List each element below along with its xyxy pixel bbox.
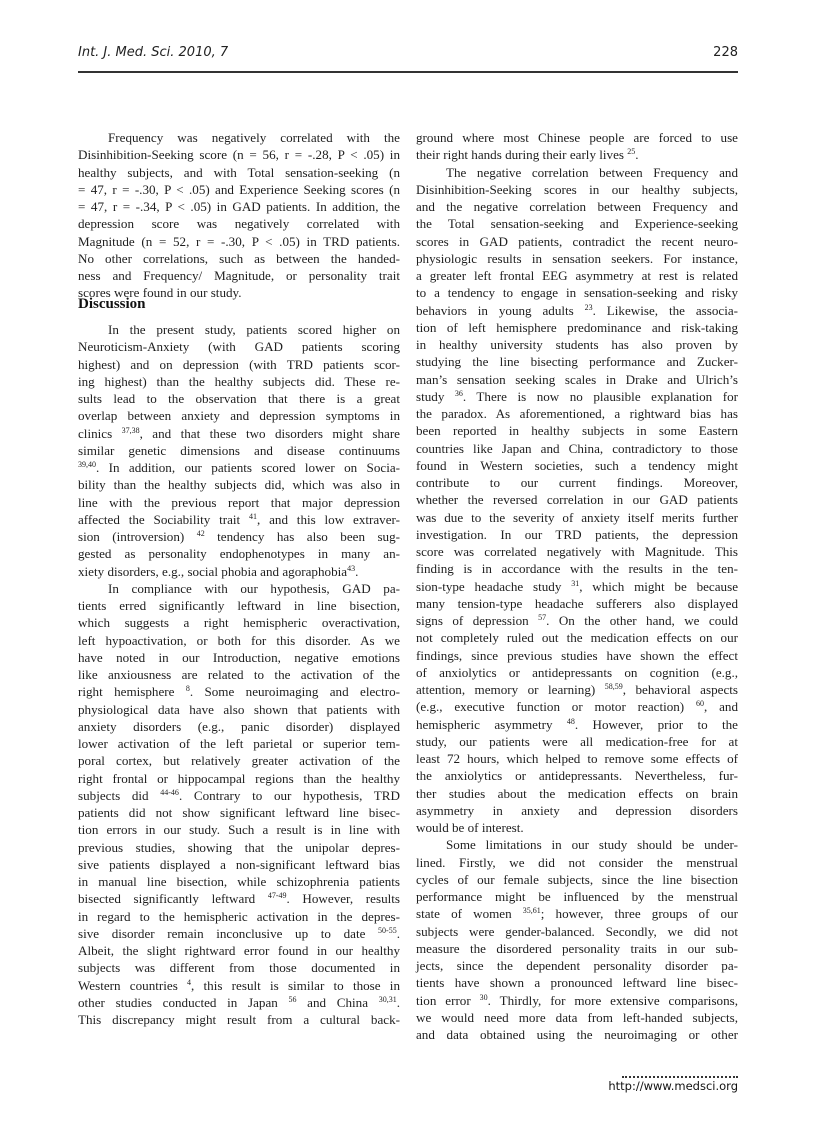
text-run: have noted in our Introduction, negative emotions — [78, 649, 400, 665]
citation-superscript: 56 — [288, 994, 297, 1004]
text-run: sion (introversion) — [78, 529, 197, 544]
text-run: in regard to the hemispheric activation in the depres- — [78, 908, 400, 924]
text-run: In the present study, patients scored higher on — [108, 322, 400, 337]
text-line — [78, 770, 400, 787]
text-line — [416, 785, 738, 802]
paragraph — [78, 129, 400, 302]
text-line — [416, 698, 738, 715]
citation-superscript: 41 — [249, 511, 257, 521]
text-run: tion errors in our study. Such a result is in line with — [78, 822, 400, 838]
text-line — [416, 957, 738, 974]
text-line — [78, 959, 400, 976]
text-line — [416, 750, 738, 767]
text-line — [78, 649, 400, 666]
text-run: physiologic results in sensation seekers. For instance, — [416, 250, 738, 266]
text-run: study, our patients were all medication-free for at — [416, 733, 738, 749]
text-line — [78, 752, 400, 769]
right-column-discussion — [416, 129, 738, 1043]
text-run: not completely ruled out the medication effects on our — [416, 630, 738, 646]
citation-superscript: 39,40 — [78, 460, 96, 469]
text-run: ground where most Chinese people are forced to use — [416, 130, 738, 145]
text-run: In compliance with our hypothesis, GAD pa- — [108, 580, 400, 596]
text-run: previous studies, showing that the unipolar depres- — [78, 839, 400, 855]
text-line — [416, 146, 738, 163]
text-line — [416, 440, 738, 457]
text-line — [78, 459, 400, 476]
citation-superscript: 42 — [196, 529, 205, 538]
text-run: sults lead to the observation that there is a great — [78, 391, 400, 406]
text-run: ing highest) than the healthy subjects did. These re- — [78, 373, 400, 389]
text-run: whether the reversed correlation in our GAD patients — [416, 492, 738, 508]
citation-superscript: 58,59 — [604, 682, 623, 691]
text-run: sion-type headache study — [416, 578, 572, 594]
text-line — [416, 353, 738, 370]
citation-superscript: 8 — [185, 684, 190, 694]
text-run: . Contrary to our hypothesis, TRD — [178, 787, 400, 803]
text-run: . — [396, 925, 400, 941]
text-line — [416, 923, 738, 940]
section-heading-discussion: Discussion — [78, 296, 146, 312]
text-run: xiety disorders, e.g., social phobia and agoraphobia — [78, 563, 348, 579]
text-line — [416, 733, 738, 750]
text-line — [416, 284, 738, 301]
text-line — [416, 664, 738, 681]
citation-superscript: 30,31 — [378, 994, 397, 1004]
text-run: . — [355, 563, 359, 579]
text-line — [416, 181, 738, 198]
text-line — [416, 215, 738, 232]
text-run: Some limitations in our study should be under- — [446, 837, 738, 853]
citation-superscript: 57 — [538, 613, 547, 622]
text-run: studying the line bisecting performance and Zucker- — [416, 354, 738, 370]
text-run: of anxiolytics or antidepressants on cognition (e.g., — [416, 664, 738, 680]
text-line — [78, 1011, 400, 1028]
citation-superscript: 35,61 — [522, 906, 541, 916]
text-line — [416, 560, 738, 577]
text-line — [78, 580, 400, 597]
citation-superscript: 43 — [347, 563, 356, 573]
text-line — [416, 612, 738, 629]
text-run: Albeit, the slight rightward error found in our healthy — [78, 943, 400, 958]
text-run: jects, since the dependent personality disorder pa- — [416, 958, 738, 973]
text-line — [416, 836, 738, 853]
text-line — [78, 942, 400, 959]
text-run: tients have shown a pronounced leftward line bisec- — [416, 975, 738, 991]
citation-superscript: 36 — [454, 388, 463, 398]
text-run: gested as personality endophenotypes in many an- — [78, 546, 400, 562]
text-line — [78, 839, 400, 856]
text-line — [78, 873, 400, 890]
text-run: poral cortex, but relatively greater activation of the — [78, 753, 400, 769]
text-line — [78, 856, 400, 873]
text-line — [78, 494, 400, 511]
text-run: . There is now no plausible explanation for — [462, 388, 738, 404]
text-run: similar genetic dimensions and disease continuums — [78, 442, 400, 458]
citation-superscript: 31 — [571, 578, 580, 588]
text-line — [416, 629, 738, 646]
text-line — [416, 198, 738, 215]
text-run: tients erred significantly leftward in line bisection, — [78, 598, 400, 613]
text-run: ness and Frequency/ Magnitude, or personality trait — [78, 268, 400, 283]
text-line — [416, 371, 738, 388]
text-line — [416, 267, 738, 284]
citation-superscript: 23 — [584, 302, 593, 312]
citation-superscript: 48 — [566, 716, 575, 726]
text-line — [416, 871, 738, 888]
text-run: tendency has also been sug- — [204, 529, 400, 544]
text-line — [416, 767, 738, 784]
text-line — [78, 804, 400, 821]
text-line — [416, 595, 738, 612]
text-run: This discrepancy might result from a cultural back- — [78, 1012, 400, 1027]
text-run: state of women — [416, 906, 523, 922]
text-line — [416, 578, 738, 595]
text-run: overlap between anxiety and depression symptoms in — [78, 408, 400, 424]
text-run: , behavioral aspects — [622, 682, 738, 697]
text-line — [78, 666, 400, 683]
text-run: and data obtained using the neuroimaging or other — [416, 1027, 738, 1042]
citation-superscript: 50-55 — [378, 925, 397, 935]
text-run: the Total sensation-seeking and Experience-seeking — [416, 216, 738, 232]
text-line — [416, 129, 738, 146]
text-run: . Some neuroimaging and electro- — [189, 684, 400, 700]
text-line — [78, 476, 400, 493]
text-run: sive disorder remain inconclusive up to date — [78, 925, 379, 941]
text-run: right frontal or hippocampal regions than the healthy — [78, 770, 400, 786]
text-run: found in Western societies, such a tendency might — [416, 457, 738, 473]
text-run: man’s sensation seeking scales in Drake and Ulrich’s — [416, 371, 738, 387]
text-run: signs of depression — [416, 613, 539, 628]
text-run: ; however, three groups of our — [540, 906, 738, 922]
text-line — [78, 425, 400, 442]
text-run: other studies conducted in Japan — [78, 994, 289, 1010]
text-line — [78, 356, 400, 373]
text-run: findings, since previous studies have shown the effect — [416, 647, 738, 663]
text-line — [416, 457, 738, 474]
text-run: right hemisphere — [78, 684, 186, 700]
text-run: Magnitude (n = 52, r = -.30, P < .05) in TRD patients. — [78, 233, 400, 249]
text-run: subjects was different from those documented in — [78, 960, 400, 976]
text-line — [78, 442, 400, 459]
paragraph — [78, 321, 400, 580]
text-line — [416, 1009, 738, 1026]
text-line — [78, 233, 400, 250]
text-line — [78, 890, 400, 907]
text-line — [416, 509, 738, 526]
text-run: was due to the severity of anxiety itself merits further — [416, 509, 738, 525]
text-line — [78, 373, 400, 390]
text-run: Disinhibition-Seeking score (n = 56, r = -.28, P < .05) in — [78, 147, 400, 163]
text-line — [78, 701, 400, 718]
left-column-discussion — [78, 321, 400, 1028]
text-line — [78, 215, 400, 232]
text-run: been reported in healthy subjects in some Eastern — [416, 423, 738, 439]
header-divider — [78, 71, 738, 73]
text-run: clinics — [78, 425, 122, 441]
text-run: , this result is similar to those in — [191, 977, 400, 993]
text-run: Disinhibition-Seeking scores in our healthy subjects, — [416, 181, 738, 197]
text-line — [78, 614, 400, 631]
text-line — [416, 854, 738, 871]
text-run: line with the previous report that major depression — [78, 494, 400, 510]
text-run: to a tendency to engage in sensation-seeking and risky — [416, 285, 738, 301]
text-run: and China — [296, 994, 379, 1010]
text-run: The negative correlation between Frequency and — [446, 164, 738, 180]
text-run: physiological data have also shown that patients with — [78, 701, 400, 717]
text-run: would be of interest. — [416, 820, 524, 835]
text-line — [416, 819, 738, 836]
text-line — [78, 146, 400, 163]
text-line — [416, 681, 738, 698]
text-run: hemispheric asymmetry — [416, 716, 567, 732]
text-line — [78, 511, 400, 528]
text-run: healthy subjects, and with Total sensation-seeking (n — [78, 164, 400, 180]
text-line — [78, 181, 400, 198]
citation-superscript: 37,38 — [121, 425, 140, 435]
text-run: , and — [704, 699, 739, 715]
text-line — [416, 647, 738, 664]
text-run: behaviors in young adults — [416, 302, 585, 318]
text-run: subjects were gender-balanced. Secondly, we did not — [416, 923, 738, 939]
text-run: highest) and on depression (with TRD patients scor- — [78, 356, 400, 372]
text-line — [78, 164, 400, 181]
text-line — [78, 198, 400, 215]
paragraph — [416, 129, 738, 164]
text-run: bility than the healthy subjects did, which was also in — [78, 477, 400, 493]
text-run: bisected significantly leftward — [78, 891, 268, 907]
text-run: , which might be because — [579, 578, 739, 594]
text-run: score was correlated negatively with Magnitude. This — [416, 544, 738, 559]
paragraph — [416, 164, 738, 837]
text-run: , and this low extraver- — [257, 511, 400, 527]
text-run: . However, prior to the — [574, 716, 738, 732]
text-line — [416, 164, 738, 181]
text-line — [78, 821, 400, 838]
text-run: the paradox. As aforementioned, a rightward bias has — [416, 406, 738, 421]
text-run: Western countries — [78, 977, 188, 993]
text-line — [78, 407, 400, 424]
text-run: (e.g., executive function or motor reaction) — [416, 699, 696, 715]
text-run: affected the Sociability trait — [78, 511, 249, 527]
text-line — [78, 597, 400, 614]
text-line — [78, 129, 400, 146]
text-line — [416, 888, 738, 905]
text-run: a greater left frontal EEG asymmetry at rest is related — [416, 268, 738, 283]
text-line — [416, 405, 738, 422]
text-line — [78, 250, 400, 267]
text-run: . — [635, 147, 639, 163]
text-run: contribute to our current findings. Moreover, — [416, 475, 738, 490]
text-run: No other correlations, such as between the handed- — [78, 250, 400, 266]
text-line — [78, 267, 400, 284]
text-line — [416, 940, 738, 957]
text-line — [78, 632, 400, 649]
text-run: = 47, r = -.30, P < .05) and Experience Seeking scores (n — [78, 181, 400, 197]
text-line — [78, 321, 400, 338]
text-run: lower activation of the left parietal or superior tem- — [78, 736, 400, 751]
text-run: which suggests a right hemispheric overactivation, — [78, 615, 400, 631]
text-line — [78, 545, 400, 562]
text-run: asymmetry in anxiety and depression disorders — [416, 802, 738, 818]
text-line — [78, 390, 400, 407]
text-line — [416, 233, 738, 250]
text-run: countries like Japan and China, contradictory to those — [416, 440, 738, 456]
footer-url-link[interactable]: http://www.medsci.org — [608, 1079, 738, 1093]
left-column-results — [78, 129, 400, 302]
text-line — [416, 491, 738, 508]
text-run: and the negative correlation between Frequency and — [416, 199, 738, 214]
text-line — [78, 908, 400, 925]
footer-divider — [622, 1076, 738, 1078]
text-run: depression score was negatively correlated with — [78, 216, 400, 232]
text-run: tion of left hemisphere predominance and risk-taking — [416, 319, 738, 335]
text-line — [78, 925, 400, 942]
running-header-journal: Int. J. Med. Sci. 2010, 7 — [78, 45, 229, 60]
text-run: study — [416, 388, 455, 404]
text-run: in healthy university students has also proven by — [416, 337, 738, 352]
text-run: attention, memory or learning) — [416, 682, 605, 697]
text-line — [78, 994, 400, 1011]
text-run: performance might be influenced by the menstrual — [416, 889, 738, 904]
text-run: , and that these two disorders might share — [139, 425, 400, 441]
citation-superscript: 47-49 — [267, 891, 287, 901]
citation-superscript: 30 — [479, 992, 488, 1002]
text-line — [416, 422, 738, 439]
text-line — [416, 802, 738, 819]
text-run: cycles of our female subjects, since the line bisection — [416, 871, 738, 887]
paragraph — [416, 836, 738, 1043]
text-run: . Likewise, the associa- — [592, 302, 738, 318]
text-line — [416, 474, 738, 491]
text-run: . In addition, our patients scored lower on Socia- — [96, 460, 400, 475]
text-run: measure the disordered personality traits in our sub- — [416, 940, 738, 956]
citation-superscript: 60 — [696, 699, 704, 709]
text-line — [416, 336, 738, 353]
text-run: = 47, r = -.34, P < .05) in GAD patients. In addition, the — [78, 199, 400, 214]
text-run: their right hands during their early lives — [416, 147, 628, 163]
text-run: patients did not show significant leftward line bisec- — [78, 805, 400, 820]
text-run: Frequency was negatively correlated with the — [108, 130, 400, 145]
text-run: ther studies about the medication effects on brain — [416, 785, 738, 801]
text-line — [416, 388, 738, 405]
text-line — [416, 543, 738, 560]
text-run: sive patients displayed a non-significant leftward bias — [78, 856, 400, 872]
text-run: subjects did — [78, 787, 161, 803]
paragraph — [78, 580, 400, 1029]
text-line — [416, 1026, 738, 1043]
text-line — [416, 250, 738, 267]
text-line — [416, 974, 738, 991]
text-line — [416, 526, 738, 543]
text-line — [78, 977, 400, 994]
citation-superscript: 25 — [627, 147, 636, 157]
text-run: like anxiousness are related to the activation of the — [78, 667, 400, 682]
text-run: . — [396, 994, 400, 1010]
text-run: in manual line bisection, while schizophrenia patients — [78, 874, 400, 889]
text-run: lined. Firstly, we did not consider the menstrual — [416, 854, 738, 870]
text-run: investigation. In our TRD patients, the depression — [416, 526, 738, 542]
text-run: . Thirdly, for more extensive comparisons, — [487, 992, 738, 1008]
text-run: the anxiolytics or antidepressants. Nevertheless, fur- — [416, 768, 738, 784]
text-line — [78, 735, 400, 752]
citation-superscript: 4 — [187, 977, 192, 987]
text-line — [416, 716, 738, 733]
text-line — [416, 905, 738, 922]
text-line — [416, 992, 738, 1009]
citation-superscript: 44-46 — [160, 787, 179, 797]
text-line — [78, 683, 400, 700]
text-run: tion error — [416, 992, 480, 1008]
text-line — [78, 528, 400, 545]
text-run: . However, results — [286, 891, 400, 907]
text-run: least 72 hours, which helped to remove some effects of — [416, 751, 738, 766]
text-run: finding is in accordance with the results in the ten- — [416, 561, 738, 577]
text-run: we would need more data from left-handed subjects, — [416, 1009, 738, 1025]
text-run: left hypoactivation, or both for this disorder. As we — [78, 632, 400, 648]
text-line — [78, 787, 400, 804]
text-line — [78, 338, 400, 355]
text-line — [78, 718, 400, 735]
text-line — [416, 302, 738, 319]
text-run: anxiety disorders (e.g., panic disorder) displayed — [78, 718, 400, 734]
text-run: scores were found in our study. — [78, 285, 242, 301]
page-number: 228 — [713, 45, 738, 60]
text-line — [78, 563, 400, 580]
text-run: . On the other hand, we could — [546, 613, 738, 628]
text-run: Neuroticism-Anxiety (with GAD patients scoring — [78, 339, 400, 355]
text-run: many tension-type headache sufferers also displayed — [416, 595, 738, 611]
text-line — [416, 319, 738, 336]
text-run: scores in GAD patients, contradict the recent neuro- — [416, 233, 738, 249]
